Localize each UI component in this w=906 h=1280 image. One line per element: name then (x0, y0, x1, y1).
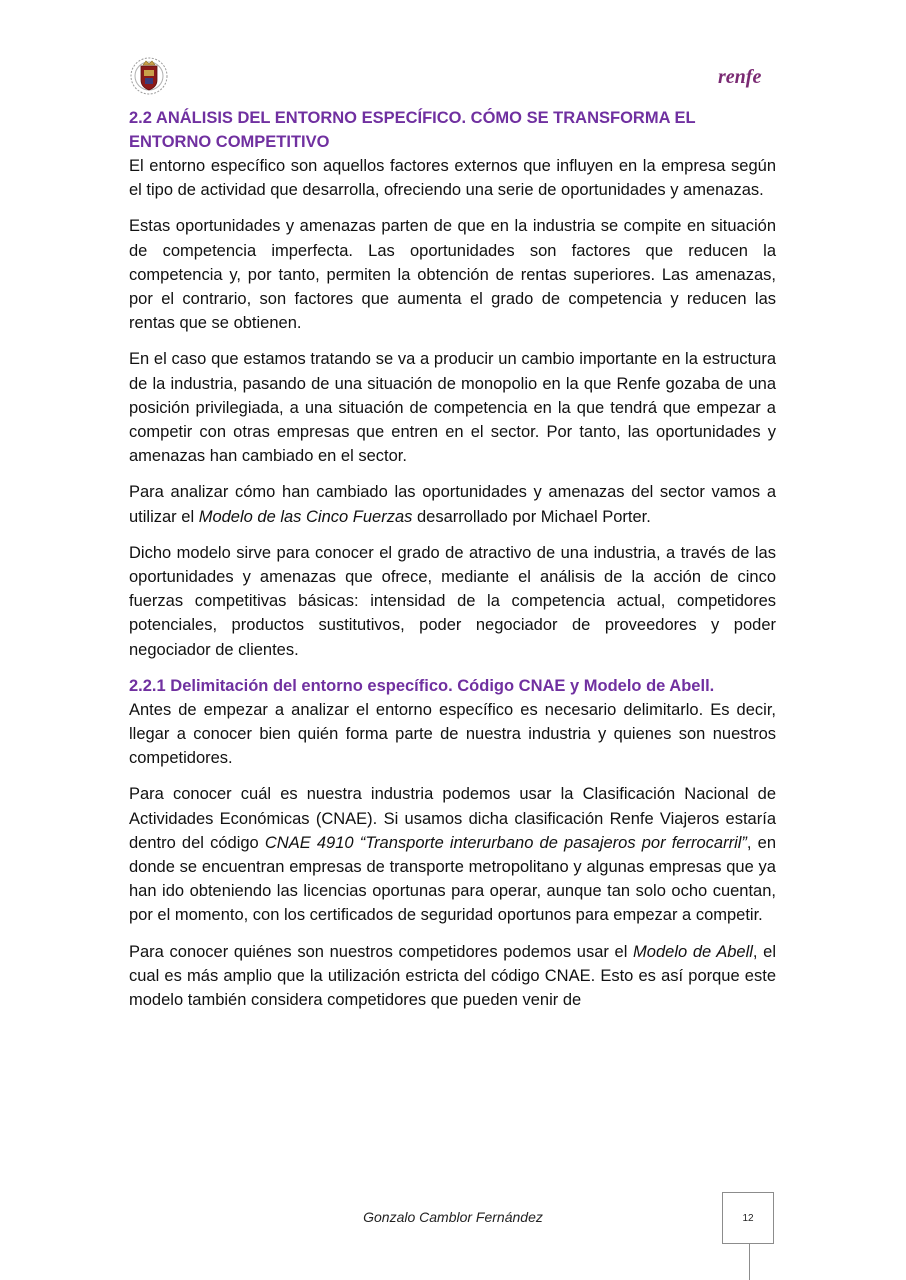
paragraph-text: , en donde se encuentran empresas de transporte metropolitano y algunas empresas que ya han ido obteniendo las licencias oportunas para operar, aunque tan solo ocho cuentan, por el momento, con los certificados de seguridad oportunos para empezar a competir. (129, 833, 776, 925)
paragraph: Estas oportunidades y amenazas parten de que en la industria se compite en situación de competencia imperfecta. Las oportunidades son factores que reducen la competencia y, por tanto, permiten la obtención de rentas superiores. Las amenazas, por el contrario, son factores que aumenta el grado de competencia y reducen las rentas que se obtienen. (129, 217, 776, 333)
italic-term: CNAE 4910 “Transporte interurbano de pasajeros por ferrocarril” (264, 833, 747, 852)
paragraph-text: Para conocer cuál es nuestra industria podemos usar la Clasificación Nacional de Actividades Económicas (CNAE). Si usamos dicha clasificación Renfe Viajeros estaría dentro del código (129, 785, 776, 852)
renfe-logo-text: renfe (718, 66, 762, 88)
paragraph (129, 782, 776, 927)
italic-term: Modelo de las Cinco Fuerzas (198, 507, 413, 526)
paragraph-text: desarrollado por Michael Porter. (412, 507, 651, 526)
subsection-heading: 2.2.1 Delimitación del entorno específico. Código CNAE y Modelo de Abell. (129, 676, 715, 695)
italic-term: Modelo de Abell (633, 942, 753, 961)
paragraph-text: , el cual es más amplio que la utilización estricta del código CNAE. Esto es así porque este modelo también considera competidores que pueden venir de (129, 942, 777, 1010)
paragraph: El entorno específico son aquellos factores externos que influyen en la empresa según el tipo de actividad que desarrolla, ofreciendo una serie de oportunidades y amenazas. (129, 157, 776, 200)
paragraph (129, 940, 776, 1013)
paragraph-text: Para conocer quiénes son nuestros competidores podemos usar el (129, 942, 634, 961)
paragraph: Dicho modelo sirve para conocer el grado de atractivo de una industria, a través de las oportunidades y amenazas que ofrece, mediante el análisis de la acción de cinco fuerzas competitivas básicas: intensidad de la competencia actual, competidores potenciales, productos sustitutivos, poder negociador de proveedores y poder negociador de clientes. (129, 543, 776, 659)
page-number: 12 (742, 1212, 754, 1224)
page-number-rule (749, 1244, 750, 1280)
paragraph (129, 480, 776, 528)
paragraph: En el caso que estamos tratando se va a producir un cambio importante en la estructura de la industria, pasando de una situación de monopolio en la que Renfe gozaba de una posición privilegiada, a una situación de competencia en la que tendrá que empezar a competir con otras empresas que entren en el sector. Por tanto, las oportunidades y amenazas han cambiado en el sector. (129, 350, 776, 466)
footer-author: Gonzalo Camblor Fernández (363, 1209, 543, 1225)
section-heading: 2.2 ANÁLISIS DEL ENTORNO ESPECÍFICO. CÓMO SE TRANSFORMA EL ENTORNO COMPETITIVO (129, 109, 696, 151)
renfe-logo (716, 60, 776, 94)
university-seal-logo (128, 54, 170, 98)
paragraph-text: Para analizar cómo han cambiado las oportunidades y amenazas del sector vamos a utilizar el (129, 483, 776, 526)
paragraph: Antes de empezar a analizar el entorno específico es necesario delimitarlo. Es decir, llegar a conocer bien quién forma parte de nuestra industria y quienes son nuestros competidores. (129, 700, 776, 768)
page-number-box (722, 1192, 774, 1244)
main-content (129, 106, 776, 1024)
